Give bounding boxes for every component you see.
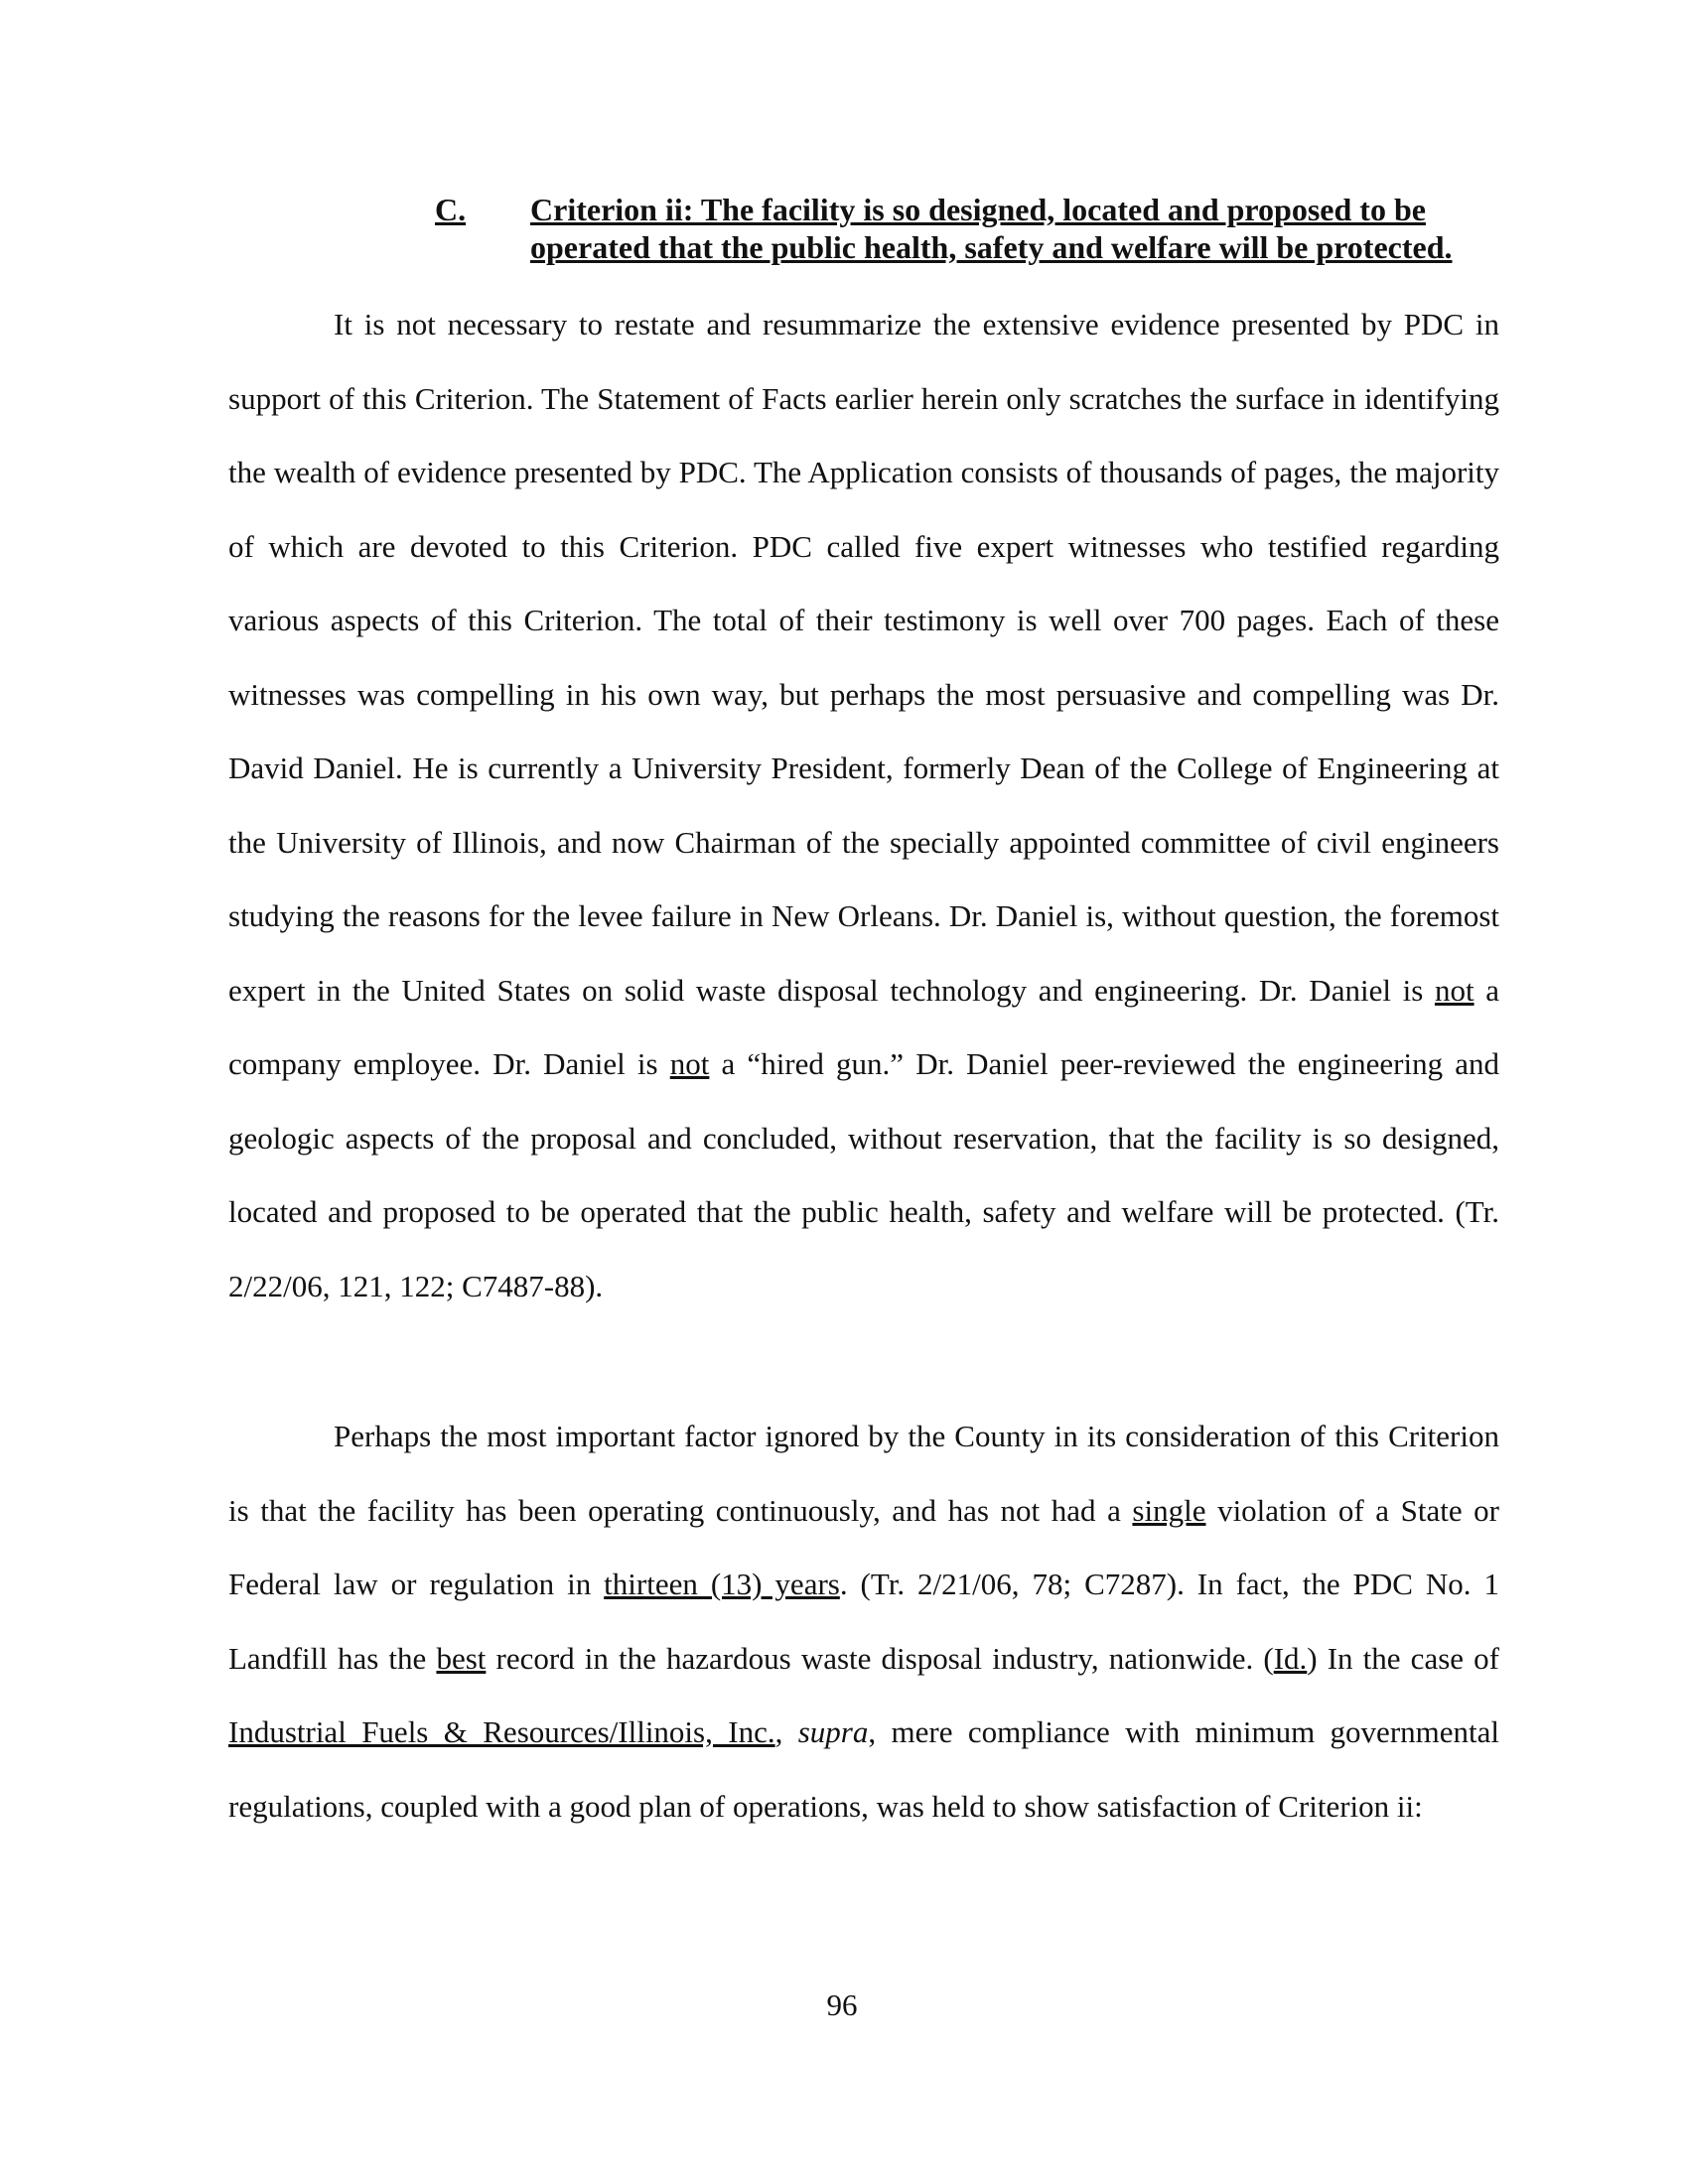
heading-letter: C. — [435, 192, 467, 227]
paragraph-2-text-c: . (Tr. 2/21/06, 78; C7287). In fact, the PDC No. 1 Landfill has the — [228, 1567, 1499, 1676]
supra-italic: supra — [797, 1714, 869, 1749]
emphasis-not-2: not — [669, 1046, 710, 1081]
citation-id-text: Id. — [1273, 1640, 1308, 1676]
paragraph-2-text-b: violation of a State or Federal law or regulation in — [228, 1492, 1499, 1601]
paragraph-1-text-c: a “hired gun.” Dr. Daniel peer-reviewed the engineering and geologic aspects of the proposal and concluded, without reservation, that the facility is so designed, located and proposed to be operated that the public health, safety and welfare will be protected. (Tr. 2/22/06, 121, 122; C7487-88). — [228, 1046, 1499, 1303]
paragraph-2-text-g: , mere compliance with minimum governmental regulations, coupled with a good plan of operations, was held to show satisfaction of Criterion ii: — [228, 1714, 1500, 1824]
heading-title-line-2: operated that the public health, safety and welfare will be protected. — [530, 229, 1453, 265]
heading-title-line-1: Criterion ii: The facility is so designed, located and proposed to be — [530, 192, 1426, 227]
paragraph-1-text-b: a company employee. Dr. Daniel is — [228, 972, 1500, 1081]
paragraph-2-text-e: In the case of — [1317, 1640, 1499, 1676]
heading-line-2 — [435, 228, 1487, 266]
paragraph-2-text-a: Perhaps the most important factor ignored by the County in its consideration of this Criterion is that the facility has been operating continuously, and has not had a — [228, 1419, 1499, 1528]
emphasis-not-1: not — [1434, 972, 1474, 1008]
paragraph-2 — [228, 1400, 1499, 1843]
paragraph-2-text-d: record in the hazardous waste disposal industry, nationwide. — [486, 1640, 1264, 1676]
case-name: Industrial Fuels & Resources/Illinois, Inc. — [228, 1714, 775, 1749]
page-number: 96 — [826, 1987, 858, 2022]
heading-line-1 — [435, 191, 1487, 228]
citation-id: (Id.) — [1263, 1640, 1318, 1676]
paragraph-1 — [228, 288, 1499, 1323]
emphasis-single: single — [1132, 1492, 1206, 1528]
paragraph-1-text-a: It is not necessary to restate and resummarize the extensive evidence presented by PDC in support of this Criterion. The Statement of Facts earlier herein only scratches the surface in identifying the wealth of evidence presented by PDC. The Application consists of thousands of pages, the majority of which are devoted to this Criterion. PDC called five expert witnesses who testified regarding various aspects of this Criterion. The total of their testimony is well over 700 pages. Each of these witnesses was compelling in his own way, but perhaps the most persuasive and compelling was Dr. David Daniel. He is currently a University President, formerly Dean of the College of Engineering at the University of Illinois, and now Chairman of the specially appointed committee of civil engineers studying the reasons for the levee failure in New Orleans. Dr. Daniel is, without question, the foremost expert in the United States on solid waste disposal technology and engineering. Dr. Daniel is — [228, 307, 1499, 1008]
emphasis-best: best — [436, 1640, 487, 1676]
section-heading — [435, 191, 1487, 266]
emphasis-thirteen-years: thirteen (13) years — [604, 1567, 840, 1601]
paragraph-2-text-f: , — [774, 1714, 798, 1749]
